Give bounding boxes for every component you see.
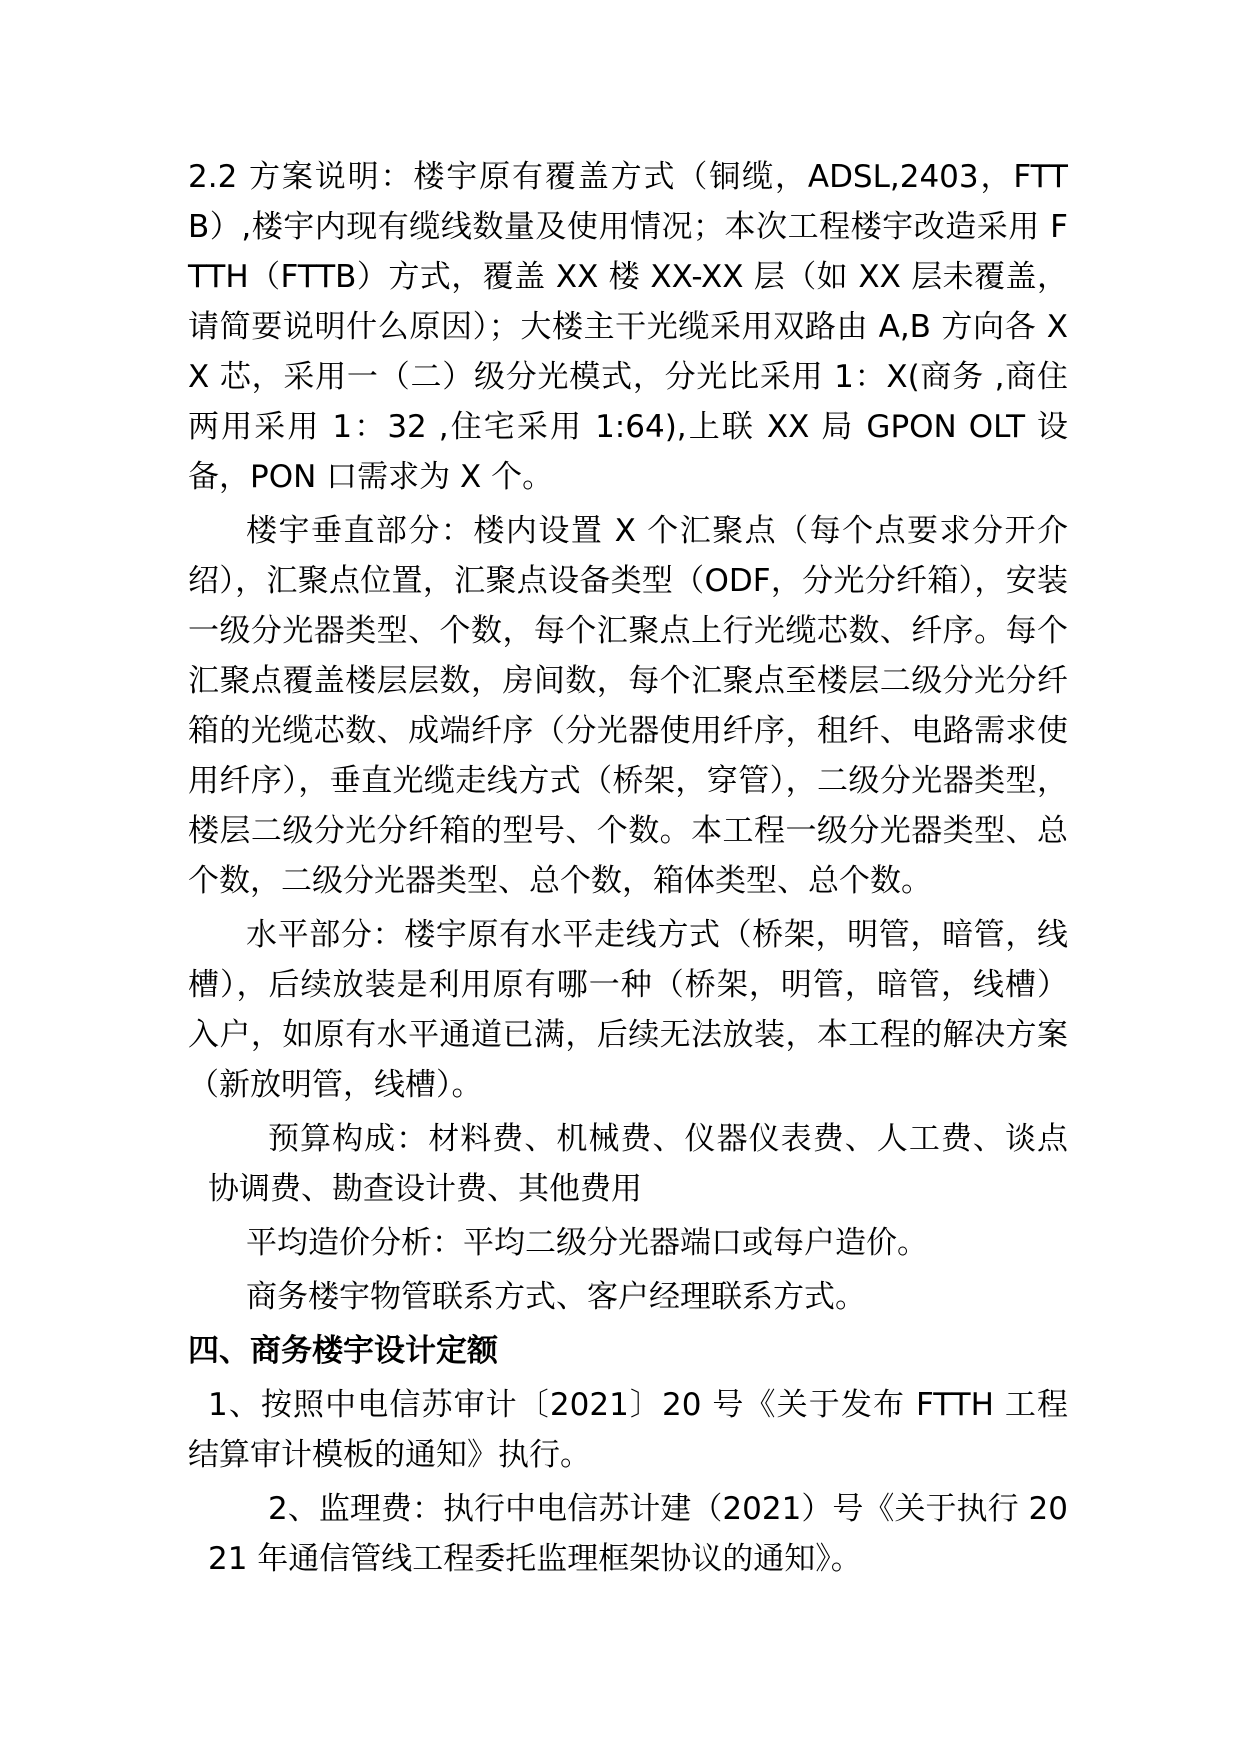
paragraph-solution-description: 2.2 方案说明：楼宇原有覆盖方式（铜缆，ADSL,2403，FTTB）,楼宇内现有缆线数量及使用情况；本次工程楼宇改造采用 FTTH（FTTB）方式，覆盖 XX 楼 XX-XX 层（如 XX 层未覆盖，请简要说明什么原因）；大楼主干光缆采用双路由 A,B 方向各 XX 芯，采用一（二）级分光模式，分光比采用 1：X(商务 ,商住两用采用 1：32 ,住宅采用 1:64),上联 XX 局 GPON OLT 设备，PON 口需求为 X 个。 [188, 159, 1068, 495]
document-page [188, 152, 1068, 1584]
paragraph-average-cost: 平均造价分析：平均二级分光器端口或每户造价。 [246, 1225, 928, 1261]
section-heading-design-quota: 四、商务楼宇设计定额 [188, 1333, 498, 1369]
list-item-audit-notice: 1、按照中电信苏审计〔2021〕20 号《关于发布 FTTH 工程结算审计模板的通知》执行。 [188, 1387, 1068, 1473]
list-item-supervision-fee: 2、监理费：执行中电信苏计建（2021）号《关于执行 2021 年通信管线工程委托监理框架协议的通知》。 [208, 1491, 1068, 1577]
paragraph-horizontal-part: 水平部分：楼宇原有水平走线方式（桥架，明管，暗管，线槽），后续放装是利用原有哪一种（桥架，明管，暗管，线槽）入户，如原有水平通道已满，后续无法放装，本工程的解决方案（新放明管，线槽）。 [188, 917, 1068, 1103]
paragraph-vertical-part: 楼宇垂直部分：楼内设置 X 个汇聚点（每个点要求分开介绍），汇聚点位置，汇聚点设备类型（ODF，分光分纤箱），安装一级分光器类型、个数，每个汇聚点上行光缆芯数、纤序。每个汇聚点覆盖楼层层数，房间数，每个汇聚点至楼层二级分光分纤箱的光缆芯数、成端纤序（分光器使用纤序，租纤、电路需求使用纤序），垂直光缆走线方式（桥架，穿管），二级分光器类型，楼层二级分光分纤箱的型号、个数。本工程一级分光器类型、总个数，二级分光器类型、总个数，箱体类型、总个数。 [188, 513, 1068, 899]
paragraph-contact-info: 商务楼宇物管联系方式、客户经理联系方式。 [246, 1279, 866, 1315]
paragraph-budget-composition: 预算构成：材料费、机械费、仪器仪表费、人工费、谈点协调费、勘查设计费、其他费用 [208, 1121, 1068, 1207]
